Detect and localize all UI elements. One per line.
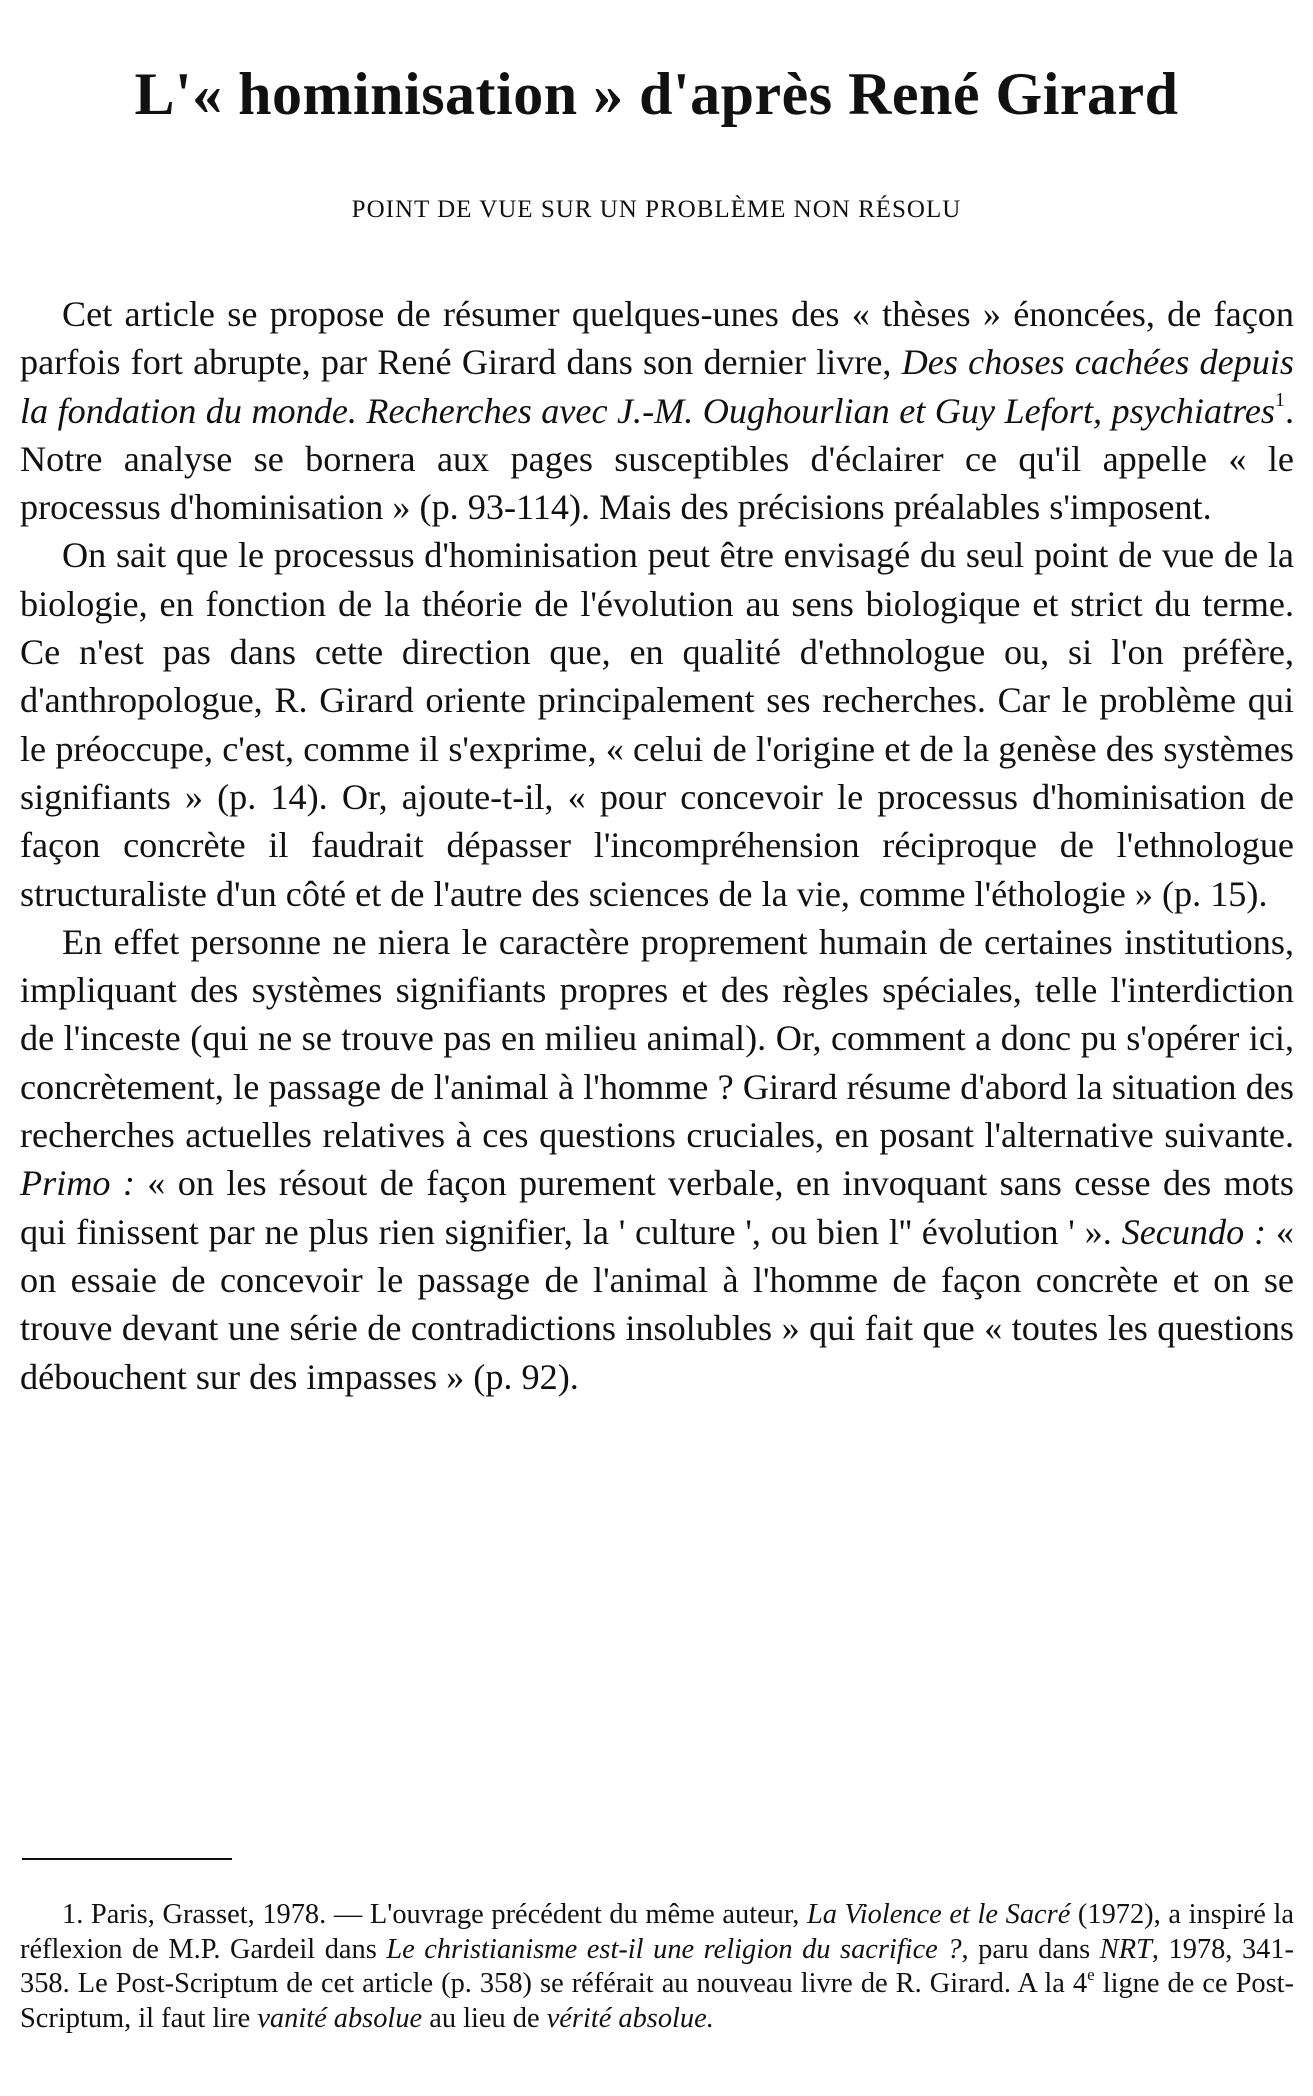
footnote [20,1898,1294,2036]
paragraph-2: On sait que le processus d'hominisation peut être envisagé du seul point de vue de la biologie, en fonction de la théorie de l'évolution au sens biologique et strict du terme. Ce n'est pas dans cette direction que, en qualité d'ethnologue ou, si l'on préfère, d'anthropologue, R. Girard oriente principalement ses recherches. Car le problème qui le préoccupe, c'est, comme il s'exprime, « celui de l'origine et de la genèse des systèmes signifiants » (p. 14). Or, ajoute-t-il, « pour concevoir le processus d'hominisation de façon concrète il faudrait dépasser l'incompréhension réciproque de l'ethnologue structuraliste d'un côté et de l'autre des sciences de la vie, comme l'éthologie » (p. 15). [20,535,1294,914]
footnote-ref[interactable]: 1 [1275,388,1285,411]
paragraph-1: Cet article se propose de résumer quelques-unes des « thèses » énoncées, de façon parfois fort abrupte, par René Girard dans son dernier livre, Des choses cachées depuis la fondation du monde. Recherches avec J.-M. Oughourlian et Guy Lefort, psychiatres$^1$. Notre analyse se bornera aux pages susceptibles d'éclairer ce qu'il appelle « le processus d'hominisation » (p. 93-114). Mais des précisions préalables s'imposent. [20,294,1294,528]
paragraph-3: En effet personne ne niera le caractère proprement humain de certaines institutions, impliquant des systèmes signifiants propres et des règles spéciales, telle l'interdiction de l'inceste (qui ne se trouve pas en milieu animal). Or, comment a donc pu s'opérer ici, concrètement, le passage de l'animal à l'homme ? Girard résume d'abord la situation des recherches actuelles relatives à ces questions cruciales, en posant l'alternative suivante. Primo : « on les résout de façon purement verbale, en invoquant sans cesse des mots qui finissent par ne plus rien signifier, la ' culture ', ou bien l'' évolution ' ». Secundo : « on essaie de concevoir le passage de l'animal à l'homme de façon concrète et on se trouve devant une série de contradictions insolubles » qui fait que « toutes les questions débouchent sur des impasses » (p. 92). [20,921,1294,1397]
book-title: Des choses cachées depuis la fondation du monde. Recherches avec J.-M. Oughourlian et Guy Lefort, psychiatres [20,342,1294,431]
footnote-separator [22,1858,232,1860]
article-subtitle: POINT DE VUE SUR UN PROBLÈME NON RÉSOLU [351,196,962,223]
article-body [20,290,1294,1401]
article-title: L'« hominisation » d'après René Girard [134,61,1179,128]
footnote-1: 1. Paris, Grasset, 1978. — L'ouvrage précédent du même auteur, La Violence et le Sacré (1972), a inspiré la réflexion de M.P. Gardeil dans Le christianisme est-il une religion du sacrifice ?, paru dans NRT, 1978, 341-358. Le Post-Scriptum de cet article (p. 358) se référait au nouveau livre de R. Girard. A la 4e ligne de ce Post-Scriptum, il faut lire vanité absolue au lieu de vérité absolue. [20,1899,1295,2034]
